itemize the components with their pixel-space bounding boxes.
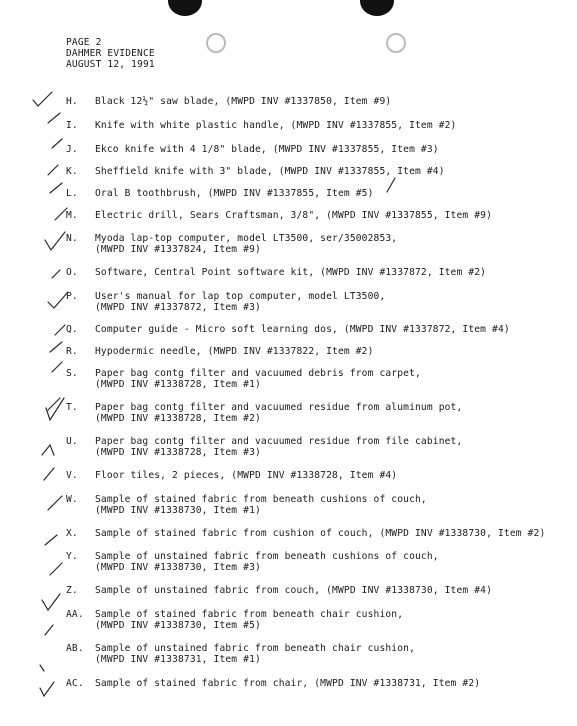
punch-hole-left xyxy=(168,0,202,16)
evidence-item xyxy=(66,324,510,335)
item-text: Sample of stained fabric from chair, (MWPD INV #1338731, Item #2) xyxy=(95,678,481,689)
item-letter: AC. xyxy=(66,678,84,689)
evidence-item xyxy=(66,368,421,390)
evidence-item xyxy=(66,609,403,631)
item-letter: Q. xyxy=(66,324,78,335)
item-text: Electric drill, Sears Craftsman, 3/8", (MWPD INV #1337855, Item #9) xyxy=(95,210,493,221)
evidence-item xyxy=(66,188,374,199)
item-letter: Y. xyxy=(66,551,78,562)
item-letter: J. xyxy=(66,144,78,155)
evidence-item xyxy=(66,585,492,596)
evidence-item xyxy=(66,346,374,357)
item-text: Computer guide - Micro soft learning dos, (MWPD INV #1337872, Item #4) xyxy=(95,324,510,335)
evidence-item xyxy=(66,166,445,177)
item-text: Sample of stained fabric from cushion of couch, (MWPD INV #1338730, Item #2) xyxy=(95,528,546,539)
item-letter: P. xyxy=(66,291,78,302)
document-title: DAHMER EVIDENCE xyxy=(66,48,155,59)
item-letter: H. xyxy=(66,96,78,107)
item-letter: S. xyxy=(66,368,78,379)
item-text: Myoda lap-top computer, model LT3500, ser/35002853, (MWPD INV #1337824, Item #9) xyxy=(95,233,398,255)
evidence-item xyxy=(66,643,415,665)
item-text: Paper bag contg filter and vacuumed residue from aluminum pot, (MWPD INV #1338728, Item #2) xyxy=(95,402,463,424)
item-letter: R. xyxy=(66,346,78,357)
item-text: Sample of unstained fabric from beneath cushions of couch, (MWPD INV #1338730, Item #3) xyxy=(95,551,439,573)
punch-hole-right xyxy=(360,0,394,16)
evidence-item xyxy=(66,402,462,424)
punch-hole-ring-left xyxy=(206,33,226,53)
evidence-item xyxy=(66,678,480,689)
evidence-item xyxy=(66,528,545,539)
item-letter: X. xyxy=(66,528,78,539)
evidence-item xyxy=(66,436,462,458)
item-letter: W. xyxy=(66,494,78,505)
item-letter: AA. xyxy=(66,609,84,620)
item-letter: K. xyxy=(66,166,78,177)
item-letter: N. xyxy=(66,233,78,244)
item-text: User's manual for lap top computer, model LT3500, (MWPD INV #1337872, Item #3) xyxy=(95,291,386,313)
evidence-item xyxy=(66,551,439,573)
evidence-item xyxy=(66,96,391,107)
item-letter: M. xyxy=(66,210,78,221)
page-number: PAGE 2 xyxy=(66,37,102,48)
item-letter: T. xyxy=(66,402,78,413)
evidence-item xyxy=(66,144,439,155)
evidence-item xyxy=(66,494,427,516)
item-letter: V. xyxy=(66,470,78,481)
punch-hole-ring-right xyxy=(386,33,406,53)
item-text: Paper bag contg filter and vacuumed residue from file cabinet, (MWPD INV #1338728, Item #3) xyxy=(95,436,463,458)
evidence-item xyxy=(66,210,492,221)
item-text: Paper bag contg filter and vacuumed debris from carpet, (MWPD INV #1338728, Item #1) xyxy=(95,368,421,390)
evidence-item xyxy=(66,233,397,255)
item-text: Sample of unstained fabric from couch, (MWPD INV #1338730, Item #4) xyxy=(95,585,493,596)
evidence-item xyxy=(66,267,486,278)
item-letter: I. xyxy=(66,120,78,131)
item-text: Oral B toothbrush, (MWPD INV #1337855, Item #5) xyxy=(95,188,374,199)
item-text: Sample of stained fabric from beneath cushions of couch, (MWPD INV #1338730, Item #1) xyxy=(95,494,427,516)
item-text: Knife with white plastic handle, (MWPD INV #1337855, Item #2) xyxy=(95,120,457,131)
item-letter: L. xyxy=(66,188,78,199)
item-text: Sample of stained fabric from beneath chair cushion, (MWPD INV #1338730, Item #5) xyxy=(95,609,404,631)
item-letter: O. xyxy=(66,267,78,278)
evidence-item xyxy=(66,291,385,313)
item-text: Sample of unstained fabric from beneath chair cushion, (MWPD INV #1338731, Item #1) xyxy=(95,643,415,665)
item-text: Ekco knife with 4 1/8" blade, (MWPD INV #1337855, Item #3) xyxy=(95,144,439,155)
item-letter: U. xyxy=(66,436,78,447)
evidence-item xyxy=(66,120,456,131)
evidence-item xyxy=(66,470,397,481)
item-text: Software, Central Point software kit, (MWPD INV #1337872, Item #2) xyxy=(95,267,487,278)
document-header xyxy=(66,37,155,70)
item-letter: Z. xyxy=(66,585,78,596)
item-text: Black 12½" saw blade, (MWPD INV #1337850, Item #9) xyxy=(95,96,392,107)
item-letter: AB. xyxy=(66,643,84,654)
item-text: Sheffield knife with 3" blade, (MWPD INV #1337855, Item #4) xyxy=(95,166,445,177)
document-date: AUGUST 12, 1991 xyxy=(66,59,155,70)
item-text: Hypodermic needle, (MWPD INV #1337822, Item #2) xyxy=(95,346,374,357)
item-text: Floor tiles, 2 pieces, (MWPD INV #1338728, Item #4) xyxy=(95,470,398,481)
